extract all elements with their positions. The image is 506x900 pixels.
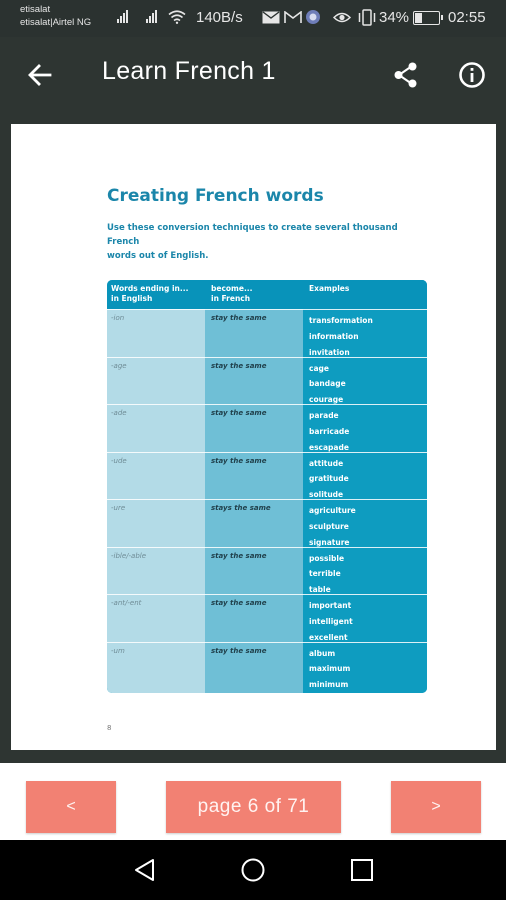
cell-french-rule: stay the same <box>211 456 267 465</box>
carrier-2: etisalat|Airtel NG <box>20 17 92 28</box>
status-bar <box>0 0 506 37</box>
clock: 02:55 <box>448 9 486 26</box>
app-title: Learn French 1 <box>102 57 276 85</box>
example-word: information <box>309 331 359 341</box>
previous-page-button[interactable]: < <box>26 781 116 833</box>
table-row <box>107 404 427 452</box>
cell-examples <box>309 598 353 645</box>
cell-english-ending: -age <box>111 361 127 370</box>
system-recents-icon[interactable] <box>349 857 375 883</box>
cell-french-rule: stay the same <box>211 599 267 607</box>
header-english: Words ending in... in English <box>111 284 189 303</box>
cell-examples <box>309 551 344 598</box>
conversion-table <box>107 280 427 693</box>
table-header <box>107 280 427 309</box>
message-icon <box>262 11 280 24</box>
example-word: excellent <box>309 632 348 642</box>
example-word: important <box>309 601 352 610</box>
page-intro-line-2: words out of English. <box>107 251 209 261</box>
table-row <box>107 594 427 642</box>
cell-french-rule: stay the same <box>211 314 267 322</box>
example-word: sculpture <box>309 521 349 531</box>
example-word: courage <box>309 395 344 405</box>
carrier-1: etisalat <box>20 4 51 15</box>
cell-french-rule: stay the same <box>211 409 267 417</box>
header-examples: Examples <box>309 284 350 293</box>
table-row <box>107 499 427 547</box>
header-french: become... in French <box>211 284 253 303</box>
system-navigation-bar <box>0 840 506 900</box>
battery-icon <box>413 11 440 25</box>
example-word: agriculture <box>309 506 356 515</box>
cell-french-rule: stays the same <box>211 504 271 512</box>
cell-english-ending: -ude <box>111 456 127 465</box>
example-word: table <box>309 585 331 595</box>
cell-english-ending: -ure <box>111 504 126 512</box>
gmail-icon <box>284 11 302 24</box>
info-icon[interactable] <box>458 61 486 89</box>
vibrate-icon <box>357 9 377 26</box>
cell-examples <box>309 503 356 550</box>
page-navigation <box>0 763 506 840</box>
table-row <box>107 642 427 690</box>
table-row <box>107 452 427 500</box>
share-icon[interactable] <box>392 61 420 89</box>
system-home-icon[interactable] <box>240 857 266 883</box>
book-page <box>11 124 496 750</box>
network-speed: 140B/s <box>196 9 243 26</box>
cell-english-ending: -ant/-ent <box>111 599 142 607</box>
example-word: intelligent <box>309 616 353 626</box>
wifi-icon <box>168 10 186 24</box>
battery-percent: 34% <box>379 9 410 26</box>
example-word: escapade <box>309 442 349 452</box>
back-arrow-icon[interactable] <box>26 61 54 89</box>
page-number: 8 <box>107 724 112 732</box>
cell-examples <box>309 361 346 408</box>
cell-examples <box>309 313 373 360</box>
next-page-button[interactable]: > <box>391 781 481 833</box>
carrier-labels <box>20 3 91 29</box>
example-word: minimum <box>309 680 349 690</box>
cell-english-ending: -ade <box>111 409 127 417</box>
example-word: terrible <box>309 569 341 579</box>
cell-examples <box>309 456 349 503</box>
example-word: possible <box>309 553 345 563</box>
example-word: transformation <box>309 316 373 325</box>
table-row <box>107 357 427 405</box>
example-word: bandage <box>309 379 346 389</box>
table-row <box>107 547 427 595</box>
example-word: barricade <box>309 426 350 436</box>
eye-icon <box>333 11 351 24</box>
example-word: album <box>309 648 336 658</box>
cell-english-ending: -ion <box>111 314 125 322</box>
cell-french-rule: stay the same <box>211 361 267 370</box>
example-word: attitude <box>309 458 344 468</box>
cell-english-ending: -um <box>111 646 125 655</box>
example-word: solitude <box>309 490 344 500</box>
cell-french-rule: stay the same <box>211 551 267 560</box>
example-word: parade <box>309 411 339 420</box>
page-heading: Creating French words <box>107 186 324 206</box>
app-notification-icon <box>305 9 321 25</box>
app-bar <box>0 37 506 113</box>
example-word: invitation <box>309 347 350 357</box>
signal-1-icon <box>117 10 128 23</box>
cell-examples <box>309 646 350 693</box>
signal-2-icon <box>146 10 157 23</box>
example-word: signature <box>309 537 350 547</box>
cell-examples <box>309 408 349 455</box>
example-word: maximum <box>309 664 351 674</box>
example-word: gratitude <box>309 474 349 484</box>
page-viewer[interactable] <box>0 113 506 763</box>
page-intro-line-1: Use these conversion techniques to create several thousand French <box>107 223 398 247</box>
cell-french-rule: stay the same <box>211 646 267 655</box>
table-row <box>107 309 427 357</box>
page-indicator-button[interactable]: page 6 of 71 <box>166 781 341 833</box>
cell-english-ending: -ible/-able <box>111 551 147 560</box>
system-back-icon[interactable] <box>132 857 158 883</box>
example-word: cage <box>309 363 329 373</box>
page-intro <box>107 221 427 263</box>
